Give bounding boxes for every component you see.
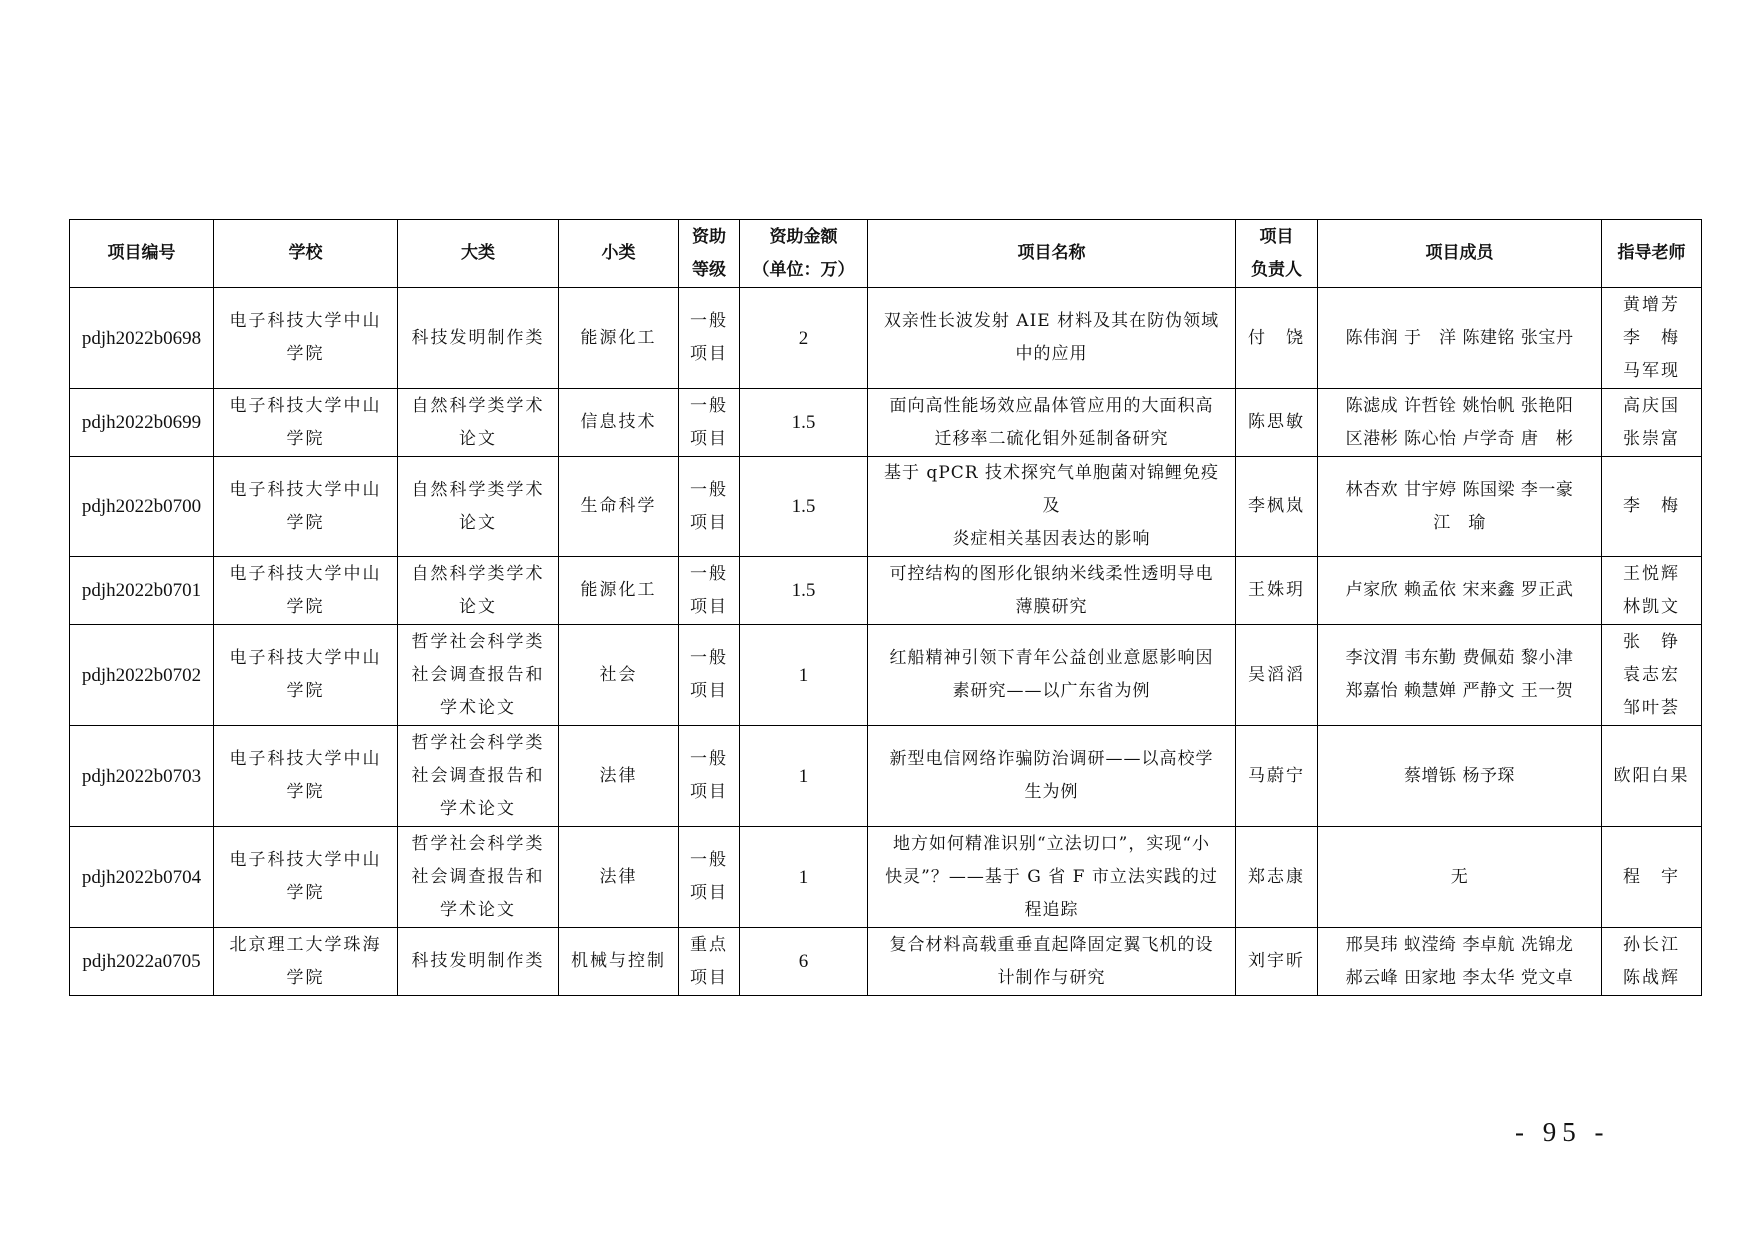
cell-leader: 王姝玥 (1236, 557, 1318, 625)
cell-name-line: 基于 qPCR 技术探究气单胞菌对锦鲤免疫及 (884, 463, 1219, 516)
cell-category-line: 社会调查报告和 (411, 866, 545, 887)
cell-name (868, 557, 1236, 625)
cell-school-line: 学院 (286, 512, 325, 533)
table-header-row (70, 220, 1702, 288)
cell-subcategory: 社会 (559, 625, 679, 726)
cell-school (214, 928, 398, 996)
cell-code: pdjh2022b0699 (70, 389, 214, 457)
cell-level-line: 一般 (690, 311, 728, 331)
cell-advisor-line: 袁志宏 (1623, 664, 1680, 685)
cell-school-line: 学院 (286, 596, 325, 617)
cell-advisor-line: 李 梅 (1623, 327, 1680, 348)
cell-advisor-line: 林凯文 (1623, 596, 1680, 617)
cell-members-line: 卢家欣 赖孟依 宋来鑫 罗正武 (1345, 580, 1574, 600)
cell-amount: 1.5 (740, 389, 868, 457)
cell-level-line: 项目 (690, 344, 728, 364)
cell-leader: 付 饶 (1236, 288, 1318, 389)
cell-members-line: 邢昊玮 蚁滢绮 李卓航 冼锦龙 (1345, 934, 1574, 955)
cell-advisor-line: 陈战辉 (1623, 967, 1680, 988)
cell-name-line: 计制作与研究 (997, 967, 1106, 988)
cell-level-line: 一般 (690, 648, 728, 668)
cell-members (1318, 928, 1602, 996)
cell-advisor-line: 欧阳白果 (1613, 765, 1690, 786)
cell-subcategory: 机械与控制 (559, 928, 679, 996)
cell-level-line: 项目 (690, 681, 728, 701)
header-advisor: 指导老师 (1602, 220, 1702, 288)
cell-school (214, 726, 398, 827)
header-amount-line: （单位：万） (752, 259, 855, 280)
cell-advisor-line: 张 铮 (1623, 631, 1680, 652)
cell-name-line: 面向高性能场效应晶体管应用的大面积高 (889, 395, 1214, 416)
cell-category (398, 827, 559, 928)
cell-school-line: 电子科技大学中山 (229, 311, 382, 331)
cell-level (679, 726, 740, 827)
cell-advisor-line: 王悦辉 (1623, 563, 1680, 584)
cell-members (1318, 557, 1602, 625)
cell-name-line: 素研究——以广东省为例 (952, 681, 1151, 701)
table-row (70, 557, 1702, 625)
cell-category (398, 625, 559, 726)
cell-school-line: 学院 (286, 967, 325, 988)
cell-code: pdjh2022b0701 (70, 557, 214, 625)
cell-amount: 1 (740, 726, 868, 827)
cell-advisor (1602, 625, 1702, 726)
cell-members-line: 李汶渭 韦东勤 费佩茹 黎小津 (1345, 648, 1574, 668)
cell-category (398, 557, 559, 625)
cell-members (1318, 827, 1602, 928)
cell-school (214, 827, 398, 928)
cell-advisor (1602, 726, 1702, 827)
cell-category (398, 389, 559, 457)
cell-advisor-line: 高庆国 (1623, 395, 1680, 416)
header-amount (740, 220, 868, 288)
page-number: - 95 - (1515, 1117, 1610, 1147)
cell-level-line: 一般 (690, 479, 728, 500)
cell-leader: 刘宇昕 (1236, 928, 1318, 996)
cell-school-line: 学院 (286, 428, 325, 449)
cell-subcategory: 能源化工 (559, 557, 679, 625)
cell-name-line: 中的应用 (1015, 344, 1088, 364)
cell-advisor (1602, 457, 1702, 557)
cell-name-line: 炎症相关基因表达的影响 (952, 529, 1151, 549)
header-leader-line: 负责人 (1251, 259, 1302, 280)
cell-advisor-line: 李 梅 (1623, 496, 1680, 516)
cell-category-line: 自然科学类学术 (411, 479, 545, 500)
cell-level-line: 项目 (690, 883, 728, 903)
cell-advisor-line: 马军现 (1623, 360, 1680, 381)
cell-name-line: 地方如何精准识别“立法切口”，实现“小 (892, 833, 1211, 854)
cell-members-line: 陈滤成 许哲铨 姚怡帆 张艳阳 (1345, 395, 1574, 416)
cell-school-line: 学院 (286, 782, 325, 802)
cell-code: pdjh2022b0703 (70, 726, 214, 827)
cell-advisor-line: 程 宇 (1623, 866, 1680, 887)
cell-members-line: 陈伟润 于 洋 陈建铭 张宝丹 (1345, 327, 1574, 348)
cell-advisor-line: 邹叶荟 (1623, 697, 1680, 718)
table-row (70, 928, 1702, 996)
cell-school-line: 电子科技大学中山 (229, 395, 382, 416)
cell-subcategory: 法律 (559, 726, 679, 827)
cell-members-line: 江 瑜 (1433, 512, 1486, 533)
table-row (70, 457, 1702, 557)
cell-advisor (1602, 557, 1702, 625)
header-members: 项目成员 (1318, 220, 1602, 288)
cell-school (214, 288, 398, 389)
cell-category-line: 论文 (459, 428, 497, 449)
cell-school (214, 457, 398, 557)
table-row (70, 827, 1702, 928)
cell-members (1318, 288, 1602, 389)
cell-school-line: 电子科技大学中山 (229, 850, 382, 870)
cell-category (398, 457, 559, 557)
cell-school-line: 电子科技大学中山 (229, 563, 382, 584)
cell-name-line: 可控结构的图形化银纳米线柔性透明导电 (889, 563, 1214, 584)
cell-leader: 吴滔滔 (1236, 625, 1318, 726)
cell-advisor-line: 张崇富 (1623, 428, 1680, 449)
cell-members-line: 郑嘉怡 赖慧婵 严静文 王一贺 (1345, 681, 1574, 701)
cell-members-line: 林杏欢 甘宇婷 陈国梁 李一豪 (1345, 479, 1574, 500)
cell-members-line: 郝云峰 田家地 李太华 党文卓 (1345, 967, 1574, 988)
cell-code: pdjh2022b0700 (70, 457, 214, 557)
cell-name (868, 625, 1236, 726)
cell-level (679, 457, 740, 557)
cell-amount: 6 (740, 928, 868, 996)
table-row (70, 288, 1702, 389)
cell-advisor (1602, 389, 1702, 457)
header-name: 项目名称 (868, 220, 1236, 288)
cell-school-line: 电子科技大学中山 (229, 648, 382, 668)
cell-level-line: 项目 (690, 428, 728, 449)
cell-amount: 1 (740, 827, 868, 928)
cell-name-line: 程追踪 (1024, 899, 1079, 920)
table-row (70, 726, 1702, 827)
cell-school-line: 电子科技大学中山 (229, 479, 382, 500)
cell-category-line: 论文 (459, 596, 497, 617)
cell-category-line: 哲学社会科学类 (411, 732, 545, 753)
cell-level-line: 项目 (690, 967, 728, 988)
cell-advisor (1602, 928, 1702, 996)
cell-amount: 1.5 (740, 457, 868, 557)
cell-category-line: 哲学社会科学类 (411, 833, 545, 854)
cell-members-line: 蔡增铄 杨予琛 (1404, 765, 1515, 786)
cell-name-line: 新型电信网络诈骗防治调研——以高校学 (889, 749, 1214, 769)
header-level-line: 资助 (692, 226, 726, 247)
cell-subcategory: 信息技术 (559, 389, 679, 457)
cell-level-line: 一般 (690, 850, 728, 870)
cell-code: pdjh2022a0705 (70, 928, 214, 996)
project-table (69, 219, 1702, 996)
cell-category-line: 科技发明制作类 (411, 951, 545, 971)
cell-name (868, 928, 1236, 996)
cell-advisor (1602, 827, 1702, 928)
cell-school-line: 北京理工大学珠海 (229, 934, 382, 955)
cell-level-line: 项目 (690, 512, 728, 533)
cell-category (398, 288, 559, 389)
header-code: 项目编号 (70, 220, 214, 288)
cell-category-line: 学术论文 (440, 899, 516, 920)
cell-level (679, 625, 740, 726)
cell-category-line: 学术论文 (440, 798, 516, 819)
cell-level-line: 一般 (690, 749, 728, 769)
cell-name (868, 389, 1236, 457)
cell-school-line: 学院 (286, 883, 325, 903)
cell-amount: 2 (740, 288, 868, 389)
cell-category-line: 自然科学类学术 (411, 563, 545, 584)
cell-members (1318, 457, 1602, 557)
cell-advisor-line: 黄增芳 (1623, 294, 1680, 315)
cell-name-line: 快灵”？——基于 G 省 F 市立法实践的过 (885, 866, 1218, 887)
cell-school-line: 电子科技大学中山 (229, 749, 382, 769)
cell-name-line: 迁移率二硫化钼外延制备研究 (934, 428, 1169, 449)
cell-category (398, 726, 559, 827)
cell-members-line: 区港彬 陈心怡 卢学奇 唐 彬 (1345, 428, 1574, 449)
cell-level-line: 项目 (690, 596, 728, 617)
cell-advisor (1602, 288, 1702, 389)
cell-code: pdjh2022b0702 (70, 625, 214, 726)
cell-name (868, 288, 1236, 389)
cell-name (868, 827, 1236, 928)
cell-name (868, 457, 1236, 557)
cell-leader: 马蔚宁 (1236, 726, 1318, 827)
header-amount-line: 资助金额 (769, 226, 838, 247)
cell-level (679, 557, 740, 625)
cell-advisor-line: 孙长江 (1623, 934, 1680, 955)
cell-leader: 陈思敏 (1236, 389, 1318, 457)
cell-name-line: 双亲性长波发射 AIE 材料及其在防伪领域 (883, 311, 1220, 331)
cell-category-line: 论文 (459, 512, 497, 533)
cell-code: pdjh2022b0704 (70, 827, 214, 928)
cell-subcategory: 生命科学 (559, 457, 679, 557)
cell-school (214, 389, 398, 457)
cell-level (679, 827, 740, 928)
cell-level-line: 一般 (690, 563, 728, 584)
header-leader (1236, 220, 1318, 288)
header-subcategory: 小类 (559, 220, 679, 288)
cell-school (214, 557, 398, 625)
cell-amount: 1 (740, 625, 868, 726)
cell-leader: 李枫岚 (1236, 457, 1318, 557)
cell-school-line: 学院 (286, 344, 325, 364)
header-leader-line: 项目 (1259, 226, 1294, 247)
cell-level (679, 288, 740, 389)
cell-name-line: 复合材料高载重垂直起降固定翼飞机的设 (889, 934, 1214, 955)
header-school: 学校 (214, 220, 398, 288)
cell-subcategory: 能源化工 (559, 288, 679, 389)
cell-amount: 1.5 (740, 557, 868, 625)
cell-name-line: 生为例 (1024, 782, 1079, 802)
header-category: 大类 (398, 220, 559, 288)
cell-name-line: 红船精神引领下青年公益创业意愿影响因 (889, 648, 1214, 668)
cell-name (868, 726, 1236, 827)
cell-members (1318, 389, 1602, 457)
cell-category (398, 928, 559, 996)
cell-members (1318, 625, 1602, 726)
cell-level-line: 重点 (690, 934, 728, 955)
table-row (70, 625, 1702, 726)
cell-category-line: 科技发明制作类 (411, 327, 545, 348)
cell-members (1318, 726, 1602, 827)
cell-leader: 郑志康 (1236, 827, 1318, 928)
table-body (70, 288, 1702, 996)
cell-members-line: 无 (1450, 866, 1469, 887)
header-level (679, 220, 740, 288)
table-row (70, 389, 1702, 457)
cell-level-line: 一般 (690, 395, 728, 416)
header-level-line: 等级 (692, 259, 726, 280)
cell-category-line: 学术论文 (440, 697, 516, 718)
cell-level (679, 389, 740, 457)
cell-category-line: 哲学社会科学类 (411, 631, 545, 652)
cell-school-line: 学院 (286, 681, 325, 701)
cell-subcategory: 法律 (559, 827, 679, 928)
cell-name-line: 薄膜研究 (1015, 596, 1088, 617)
cell-category-line: 社会调查报告和 (411, 664, 545, 685)
cell-level (679, 928, 740, 996)
cell-category-line: 自然科学类学术 (411, 395, 545, 416)
cell-code: pdjh2022b0698 (70, 288, 214, 389)
cell-level-line: 项目 (690, 782, 728, 802)
cell-category-line: 社会调查报告和 (411, 765, 545, 786)
cell-school (214, 625, 398, 726)
